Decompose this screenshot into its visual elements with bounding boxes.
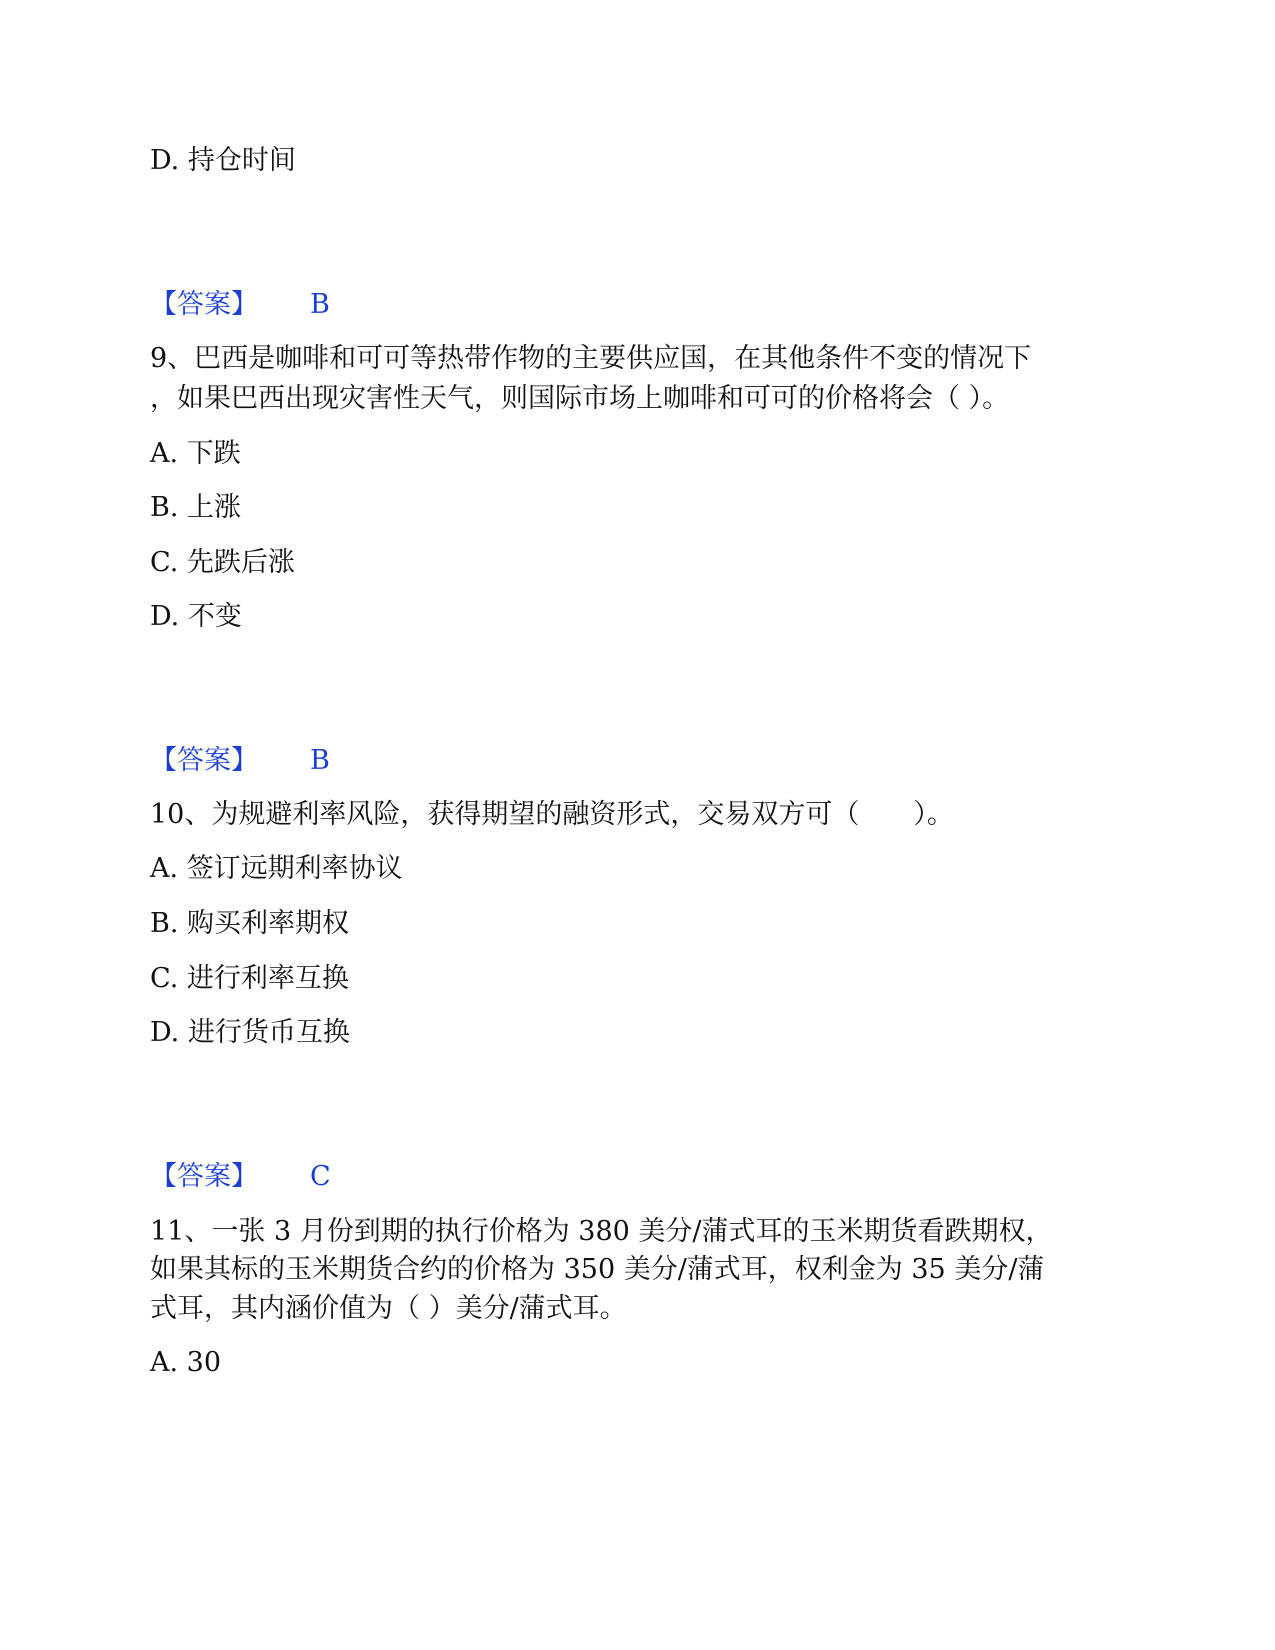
q10-answer [150,1158,331,1196]
q11-text-line-1: 11、一张 3 月份到期的执行价格为 380 美分/蒲式耳的玉米期货看跌期权， [150,1216,1053,1247]
q9-option-c: C. 先跌后涨 [150,547,295,578]
prev-answer-label: 【答案】 [150,289,258,320]
prev-answer [150,286,330,324]
q10-text: 10、为规避利率风险，获得期望的融资形式，交易双方可（ ）。 [150,799,954,830]
q9-answer [150,742,330,780]
q9-answer-label: 【答案】 [150,745,258,776]
q10-answer-label: 【答案】 [150,1161,258,1192]
q9-answer-value: B [310,745,330,776]
q11-option-a: A. 30 [150,1347,222,1378]
prev-answer-value: B [310,289,330,320]
prev-option-d: D. 持仓时间 [150,145,296,176]
q11-text-line-2: 如果其标的玉米期货合约的价格为 350 美分/蒲式耳，权利金为 35 美分/蒲 [150,1254,1045,1285]
q10-option-a: A. 签订远期利率协议 [150,853,403,884]
q9-option-b: B. 上涨 [150,492,242,523]
q9-text-line-2: ，如果巴西出现灾害性天气，则国际市场上咖啡和可可的价格将会（ ）。 [150,383,1010,414]
q9-option-d: D. 不变 [150,601,242,632]
q11-text-line-3: 式耳，其内涵价值为（ ）美分/蒲式耳。 [150,1293,627,1324]
q10-answer-value: C [310,1161,331,1192]
q9-option-a: A. 下跌 [150,438,241,469]
q10-option-c: C. 进行利率互换 [150,963,349,994]
q10-option-d: D. 进行货币互换 [150,1017,350,1048]
q9-text-line-1: 9、巴西是咖啡和可可等热带作物的主要供应国，在其他条件不变的情况下 [150,343,1032,374]
q10-option-b: B. 购买利率期权 [150,908,350,939]
